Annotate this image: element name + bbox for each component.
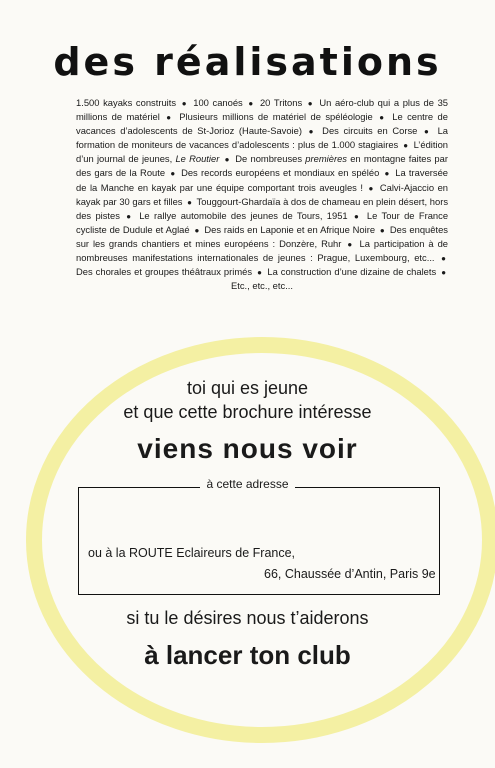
bullet-separator: ● bbox=[379, 225, 385, 235]
item: 20 Tritons bbox=[259, 97, 303, 108]
item: Un aéro-club qui a plus de 35 millions de matériel bbox=[76, 97, 449, 123]
item: Calvi-Ajaccio en kayak par 30 gars et filles bbox=[76, 181, 449, 207]
item: Des raids en Laponie et en Afrique Noire bbox=[204, 223, 376, 235]
cta-headline: viens nous voir bbox=[137, 433, 358, 464]
item: Le rallye automobile des jeunes de Tours, 1951 bbox=[139, 209, 348, 221]
item: Des circuits en Corse bbox=[322, 125, 418, 137]
bullet-separator: ● bbox=[181, 99, 188, 108]
item: 1.500 kayaks construits bbox=[76, 97, 177, 108]
bullet-separator: ● bbox=[187, 197, 193, 207]
page-title: des réalisations bbox=[53, 40, 442, 84]
item: 100 canoés bbox=[193, 97, 243, 108]
bullet-separator: ● bbox=[354, 211, 361, 221]
bullet-separator: ● bbox=[441, 254, 446, 264]
cta-closing-headline: à lancer ton club bbox=[144, 640, 351, 670]
bullet-separator: ● bbox=[424, 127, 431, 137]
bullet-separator: ● bbox=[194, 225, 200, 235]
item: La traversée de la Manche en kayak par une équipe comportant trois aveugles ! bbox=[76, 167, 449, 193]
bullet-separator: ● bbox=[384, 169, 391, 179]
cta-line-2: et que cette brochure intéresse bbox=[123, 402, 372, 422]
bullet-separator: ● bbox=[347, 239, 354, 249]
item: Des enquêtes sur les grands chantiers et mines européens : Donzère, Ruhr bbox=[76, 223, 448, 249]
bullet-separator: ● bbox=[307, 99, 314, 108]
item: Touggourt-Ghardaïa à dos de chameau en plein désert, hors des pistes bbox=[76, 195, 449, 221]
item: De nombreuses bbox=[235, 153, 306, 165]
item-emphasis: Le Routier bbox=[175, 153, 220, 165]
address-caption-text: à cette adresse bbox=[200, 477, 294, 491]
item: en montagne faites par des gars de la Route bbox=[76, 153, 448, 179]
cta-line-4: si tu le désires nous t’aiderons bbox=[126, 608, 369, 628]
address-caption bbox=[0, 477, 495, 491]
bullet-separator: ● bbox=[224, 155, 231, 165]
address-line-2: 66, Chaussée d’Antin, Paris 9e bbox=[264, 567, 436, 581]
item: La construction d’une dizaine de chalets bbox=[267, 266, 437, 278]
address-line-1: ou à la ROUTE Eclaireurs de France, bbox=[88, 546, 296, 560]
item: Le centre de vacances d’adolescents de St-Jorioz (Haute-Savoie) bbox=[76, 111, 448, 137]
item: L’édition d’un journal de jeunes, bbox=[76, 139, 448, 165]
item: La participation à de nombreuses manifestations internationales de jeunes : Prague, Luxembourg, etc... bbox=[76, 237, 449, 264]
bullet-separator: ● bbox=[403, 141, 409, 151]
bullet-separator: ● bbox=[170, 169, 176, 179]
bullet-separator: ● bbox=[248, 99, 255, 108]
bullet-separator: ● bbox=[166, 113, 173, 123]
item: La formation de moniteurs de vacances d’adolescents : plus de 1.000 stagiaires bbox=[76, 125, 449, 151]
bullet-separator: ● bbox=[379, 113, 386, 123]
item: Le Tour de France cycliste de Dudule et Aglaé bbox=[76, 209, 449, 235]
item: Plusieurs millions de matériel de spéléologie bbox=[179, 111, 373, 123]
bullet-separator: ● bbox=[126, 211, 133, 221]
bullet-separator: ● bbox=[308, 127, 316, 137]
item-emphasis: premières bbox=[305, 153, 347, 165]
achievements-paragraph bbox=[76, 96, 448, 292]
item: Des records européens et mondiaux en spéléo bbox=[181, 167, 380, 179]
item: Des chorales et groupes théâtraux primés bbox=[76, 266, 253, 278]
bullet-separator: ● bbox=[441, 268, 447, 278]
bullet-separator: ● bbox=[257, 268, 263, 278]
item: Etc., etc., etc... bbox=[231, 280, 293, 292]
cta-line-1: toi qui es jeune bbox=[186, 378, 309, 398]
bullet-separator: ● bbox=[368, 183, 375, 193]
